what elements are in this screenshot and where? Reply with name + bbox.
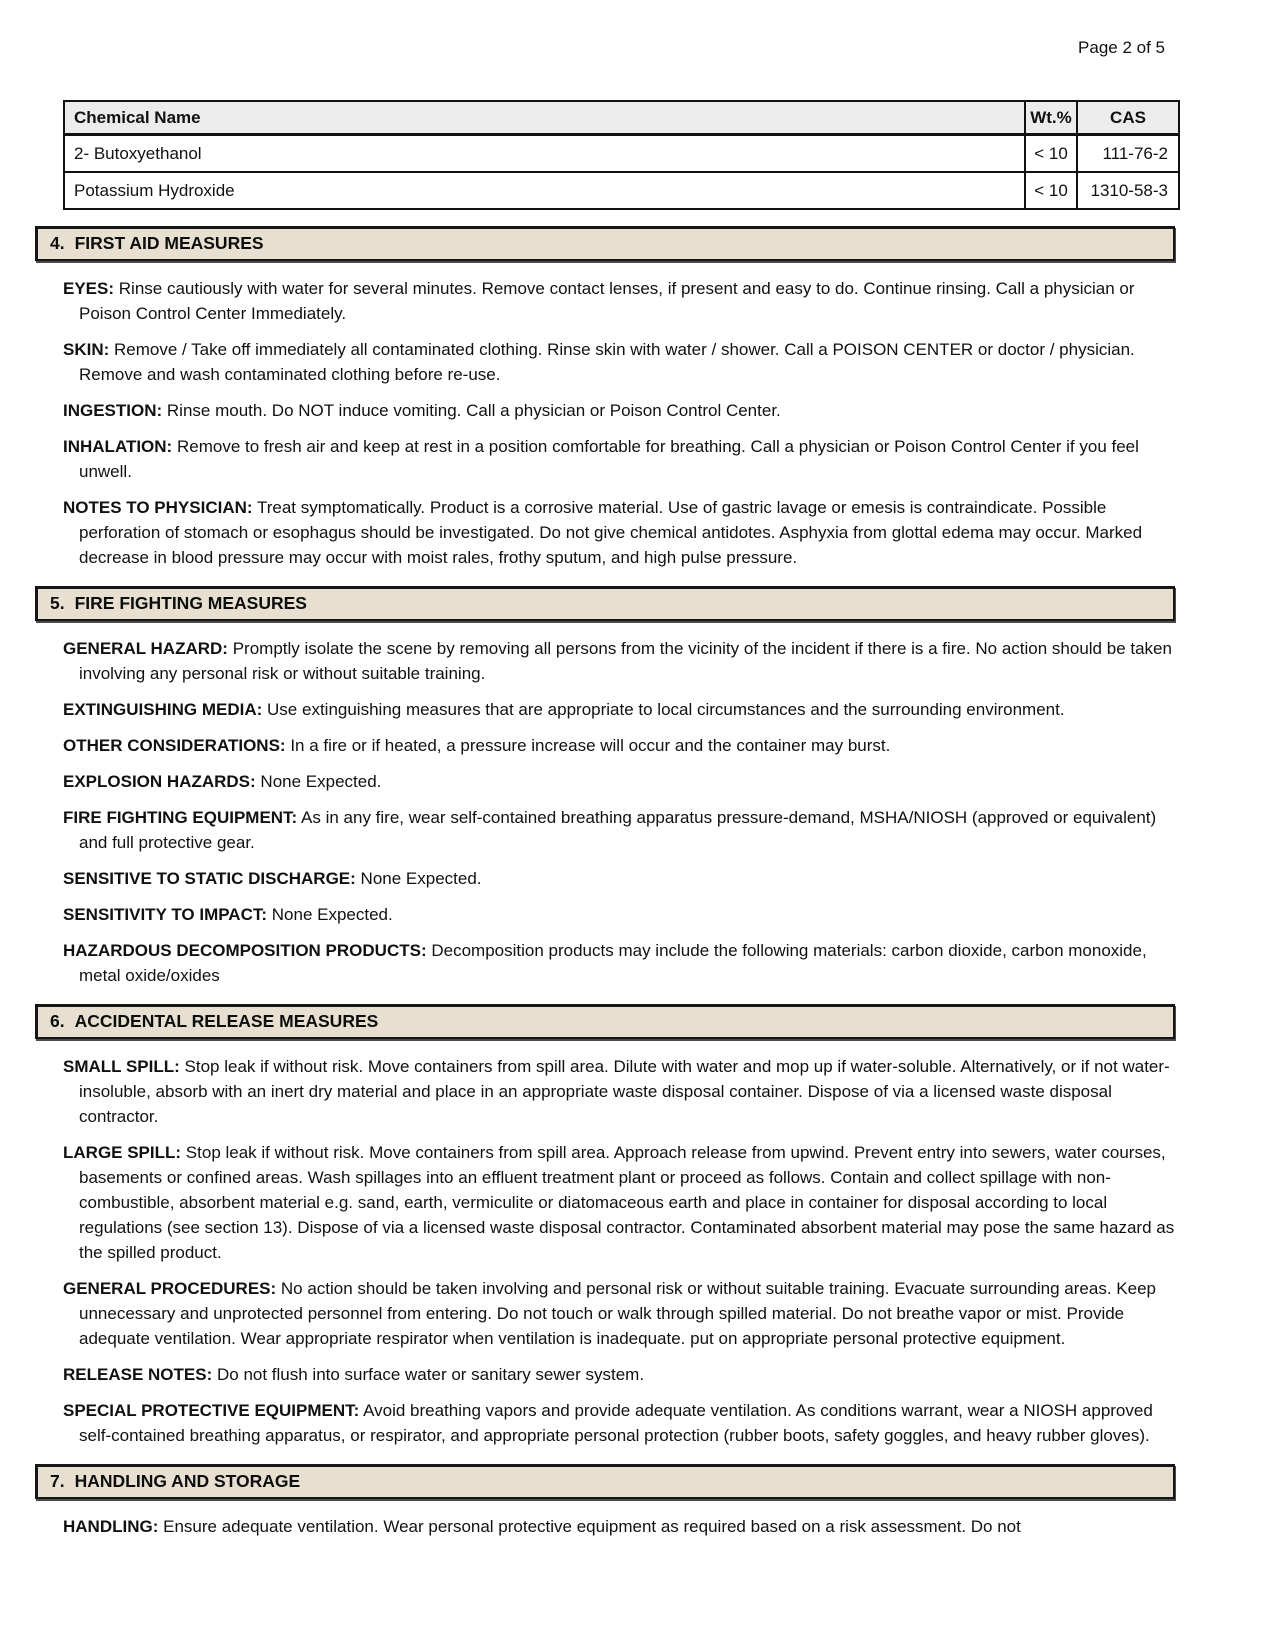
field-text: Rinse mouth. Do NOT induce vomiting. Call a physician or Poison Control Center. — [166, 401, 781, 420]
field-skin — [63, 337, 1180, 387]
field-handling — [63, 1514, 1180, 1539]
table-header-row — [64, 101, 1179, 135]
chemical-name-cell: 2- Butoxyethanol — [64, 135, 1025, 173]
section-title: HANDLING AND STORAGE — [74, 1471, 301, 1491]
field-eyes — [63, 276, 1180, 326]
section-number: 4. — [50, 233, 65, 253]
field-text: None Expected. — [271, 905, 393, 924]
field-hazardous-decomposition-products — [63, 938, 1180, 988]
field-text: None Expected. — [360, 869, 482, 888]
field-small-spill — [63, 1054, 1180, 1129]
field-fire-fighting-equipment — [63, 805, 1180, 855]
field-label: EYES: — [63, 279, 115, 298]
field-label: LARGE SPILL: — [63, 1143, 182, 1162]
field-inhalation — [63, 434, 1180, 484]
field-text: Treat symptomatically. Product is a corrosive material. Use of gastric lavage or emesis is contraindicate. Possible perforation of stomach or esophagus should be investigated. Do not give chemical antidotes. Asphyxia from glottal edema may occur. Marked decrease in blood pressure may occur with moist rales, frothy sputum, and high pulse pressure. — [79, 498, 1143, 567]
section-7-header — [35, 1464, 1175, 1499]
field-label: EXPLOSION HAZARDS: — [63, 772, 256, 791]
field-sensitivity-to-impact — [63, 902, 1180, 927]
cas-number-cell: 1310-58-3 — [1077, 172, 1179, 209]
ingredients-table — [63, 100, 1180, 210]
field-text: No action should be taken involving and personal risk or without suitable training. Evacuate surrounding areas. Keep unnecessary and unprotected personnel from entering. Do not touch or walk through spilled material. Do not breathe vapor or mist. Provide adequate ventilation. Wear appropriate respirator when ventilation is inadequate. put on appropriate personal protective equipment. — [79, 1279, 1156, 1348]
field-text: Rinse cautiously with water for several minutes. Remove contact lenses, if present and easy to do. Continue rinsing. Call a physician or Poison Control Center Immediately. — [79, 279, 1135, 323]
field-text: Remove / Take off immediately all contaminated clothing. Rinse skin with water / shower. Call a POISON CENTER or doctor / physician. Remove and wash contaminated clothing before re-use. — [79, 340, 1135, 384]
section-number: 6. — [50, 1011, 65, 1031]
field-general-procedures — [63, 1276, 1180, 1351]
chemical-name-cell: Potassium Hydroxide — [64, 172, 1025, 209]
field-label: SKIN: — [63, 340, 110, 359]
section-5-header — [35, 586, 1175, 621]
field-text: Stop leak if without risk. Move containers from spill area. Approach release from upwind. Prevent entry into sewers, water courses, basements or confined areas. Wash spillages into an effluent treatment plant or proceed as follows. Contain and collect spillage with non-combustible, absorbent material e.g. sand, earth, vermiculite or diatomaceous earth and place in container for disposal according to local regulations (see section 13). Dispose of via a licensed waste disposal contractor. Contaminated absorbent material may pose the same hazard as the spilled product. — [79, 1143, 1175, 1262]
field-other-considerations — [63, 733, 1180, 758]
cas-number-cell: 111-76-2 — [1077, 135, 1179, 173]
section-title: FIRE FIGHTING MEASURES — [74, 593, 307, 613]
table-row — [64, 172, 1179, 209]
field-text: In a fire or if heated, a pressure increase will occur and the container may burst. — [290, 736, 891, 755]
field-text: Decomposition products may include the following materials: carbon dioxide, carbon monoxide, metal oxide/oxides — [79, 941, 1147, 985]
field-label: HANDLING: — [63, 1517, 159, 1536]
field-label: FIRE FIGHTING EQUIPMENT: — [63, 808, 298, 827]
col-cas: CAS — [1077, 101, 1179, 135]
section-title: ACCIDENTAL RELEASE MEASURES — [74, 1011, 379, 1031]
field-label: SPECIAL PROTECTIVE EQUIPMENT: — [63, 1401, 360, 1420]
field-text: None Expected. — [260, 772, 382, 791]
field-label: SMALL SPILL: — [63, 1057, 180, 1076]
field-ingestion — [63, 398, 1180, 423]
field-text: Do not flush into surface water or sanitary sewer system. — [216, 1365, 645, 1384]
field-release-notes — [63, 1362, 1180, 1387]
field-sensitive-to-static-discharge — [63, 866, 1180, 891]
section-number: 7. — [50, 1471, 65, 1491]
field-notes-to-physician — [63, 495, 1180, 570]
field-label: NOTES TO PHYSICIAN: — [63, 498, 253, 517]
wt-percent-cell: < 10 — [1025, 135, 1077, 173]
field-special-protective-equipment — [63, 1398, 1180, 1448]
section-6-header — [35, 1004, 1175, 1039]
field-label: SENSITIVE TO STATIC DISCHARGE: — [63, 869, 356, 888]
field-text: As in any fire, wear self-contained breathing apparatus pressure-demand, MSHA/NIOSH (approved or equivalent) and full protective gear. — [79, 808, 1157, 852]
page-number: Page 2 of 5 — [1078, 38, 1165, 57]
field-label: OTHER CONSIDERATIONS: — [63, 736, 286, 755]
field-large-spill — [63, 1140, 1180, 1265]
col-chemical-name: Chemical Name — [64, 101, 1025, 135]
section-4-header — [35, 226, 1175, 261]
field-label: HAZARDOUS DECOMPOSITION PRODUCTS: — [63, 941, 427, 960]
table-row — [64, 135, 1179, 173]
field-label: GENERAL HAZARD: — [63, 639, 228, 658]
field-text: Promptly isolate the scene by removing all persons from the vicinity of the incident if there is a fire. No action should be taken involving any personal risk or without suitable training. — [79, 639, 1172, 683]
field-explosion-hazards — [63, 769, 1180, 794]
field-text: Remove to fresh air and keep at rest in a position comfortable for breathing. Call a physician or Poison Control Center if you feel unwell. — [79, 437, 1139, 481]
field-text: Ensure adequate ventilation. Wear personal protective equipment as required based on a risk assessment. Do not — [163, 1517, 1021, 1536]
field-label: INGESTION: — [63, 401, 163, 420]
col-wt-percent: Wt.% — [1025, 101, 1077, 135]
field-label: RELEASE NOTES: — [63, 1365, 213, 1384]
field-general-hazard — [63, 636, 1180, 686]
field-text: Avoid breathing vapors and provide adequate ventilation. As conditions warrant, wear a NIOSH approved self-contained breathing apparatus, or respirator, and appropriate personal protection (rubber boots, safety goggles, and heavy rubber gloves). — [79, 1401, 1153, 1445]
section-title: FIRST AID MEASURES — [74, 233, 264, 253]
field-text: Use extinguishing measures that are appropriate to local circumstances and the surrounding environment. — [267, 700, 1065, 719]
field-label: GENERAL PROCEDURES: — [63, 1279, 277, 1298]
field-extinguishing-media — [63, 697, 1180, 722]
field-text: Stop leak if without risk. Move containers from spill area. Dilute with water and mop up if water-soluble. Alternatively, or if not water-insoluble, absorb with an inert dry material and place in an appropriate waste disposal container. Dispose of via a licensed waste disposal contractor. — [79, 1057, 1170, 1126]
field-label: SENSITIVITY TO IMPACT: — [63, 905, 268, 924]
field-label: INHALATION: — [63, 437, 173, 456]
field-label: EXTINGUISHING MEDIA: — [63, 700, 263, 719]
section-number: 5. — [50, 593, 65, 613]
wt-percent-cell: < 10 — [1025, 172, 1077, 209]
